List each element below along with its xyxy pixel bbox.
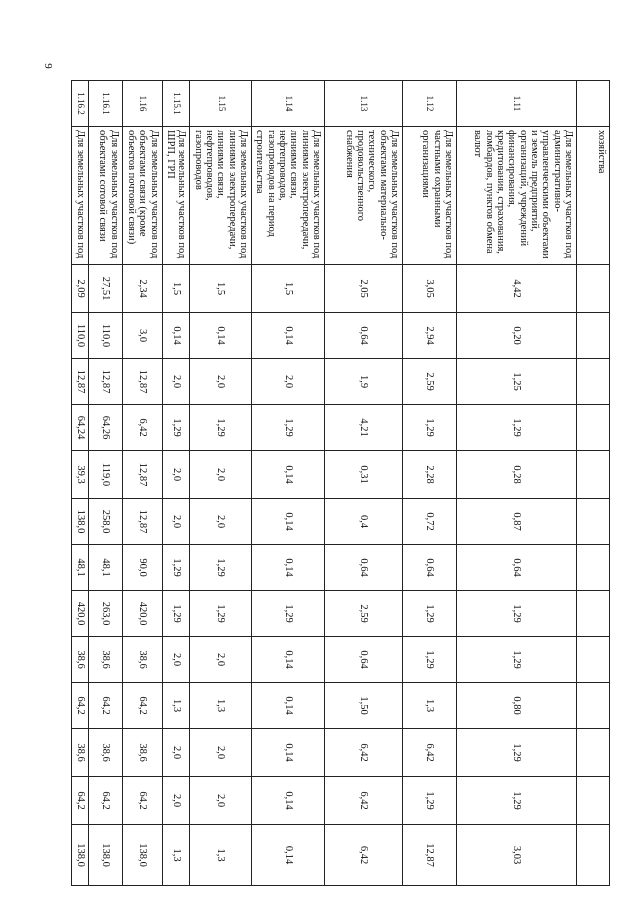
row-value-cell: 2,0 [190,499,252,545]
row-value-cell: 263,0 [88,591,122,637]
table-row [325,81,403,886]
row-value-cell: 0,14 [252,545,325,591]
row-value-cell: 64,2 [72,683,88,729]
row-value-cell: 64,24 [72,405,88,451]
row-value-cell: 2,0 [162,637,190,683]
row-value-cell: 64,2 [88,683,122,729]
row-label-cell: Для земельных участков под линиями электропередачи, линиями связи, нефтепроводов, газопроводов [190,127,252,265]
row-value-cell: 38,6 [72,729,88,777]
row-value-cell: 1,29 [457,591,577,637]
row-value-cell: 0,64 [325,545,403,591]
row-value-cell: 0,14 [252,499,325,545]
row-value-cell: 64,2 [122,683,162,729]
row-value-cell: 258,0 [88,499,122,545]
row-value-cell: 2,0 [162,359,190,405]
page-number: 9 [42,63,54,69]
row-code-cell: 1.16.2 [72,81,88,127]
row-value-cell: 4,21 [325,405,403,451]
row-value-cell: 1,5 [162,265,190,313]
row-value-cell: 0,14 [252,451,325,499]
row-value-cell: 110,0 [72,313,88,359]
row-value-cell: 6,42 [325,825,403,886]
row-value-cell: 3,03 [457,825,577,886]
row-value-cell: 1,50 [325,683,403,729]
row-value-cell: 2,09 [72,265,88,313]
row-value-cell: 0,20 [457,313,577,359]
row-value-cell: 420,0 [122,591,162,637]
row-value-cell: 0,14 [252,637,325,683]
row-value-cell: 1,5 [190,265,252,313]
row-value-cell: 2,34 [122,265,162,313]
table-row [457,81,577,886]
row-label-cell: Для земельных участков под ШРП, ГРП [162,127,190,265]
row-value-cell: 0,64 [325,637,403,683]
row-value-cell: 138,0 [122,825,162,886]
row-value-cell: 138,0 [72,499,88,545]
row-value-cell: 6,42 [325,777,403,825]
row-value-cell: 2,0 [162,451,190,499]
row-value-cell: 2,0 [162,777,190,825]
row-value-cell: 38,6 [122,729,162,777]
row-value-cell: 48,1 [72,545,88,591]
row-value-cell: 1,29 [190,591,252,637]
row-code-cell: 1.12 [403,81,457,127]
row-code-cell: 1.16.1 [88,81,122,127]
table-row [162,81,190,886]
row-code-cell: 1.15.1 [162,81,190,127]
row-value-cell: 0,64 [325,313,403,359]
row-label-cell: Для земельных участков под административно-управленческими объектами и земель предприятий, организаций, учреждений финансирования, кредитования, страхования, ломбардов, пунктов обмена валют [457,127,577,265]
row-value-cell: 38,6 [88,729,122,777]
row-value-cell: 420,0 [72,591,88,637]
table-header-row [577,81,610,886]
table-body [72,81,577,886]
row-value-cell: 1,29 [457,405,577,451]
row-value-cell: 3,05 [403,265,457,313]
row-value-cell: 2,05 [325,265,403,313]
row-value-cell: 2,0 [252,359,325,405]
row-value-cell: 6,42 [122,405,162,451]
row-value-cell: 1,29 [403,637,457,683]
row-value-cell: 0,31 [325,451,403,499]
row-value-cell: 138,0 [88,825,122,886]
row-value-cell: 12,87 [122,359,162,405]
row-code-cell: 1.13 [325,81,403,127]
row-value-cell: 0,14 [252,683,325,729]
table-row [403,81,457,886]
row-value-cell: 2,0 [190,451,252,499]
row-value-cell: 2,0 [190,729,252,777]
row-value-cell: 3,0 [122,313,162,359]
row-value-cell: 1,29 [190,405,252,451]
row-value-cell: 0,14 [190,313,252,359]
row-value-cell: 38,6 [122,637,162,683]
row-value-cell: 1,29 [190,545,252,591]
rates-table [71,80,610,886]
row-value-cell: 1,3 [190,825,252,886]
row-value-cell: 0,72 [403,499,457,545]
row-value-cell: 2,0 [190,777,252,825]
row-value-cell: 1,29 [403,405,457,451]
row-value-cell: 12,87 [122,451,162,499]
row-value-cell: 1,3 [162,825,190,886]
row-value-cell: 12,87 [88,359,122,405]
row-value-cell: 2,0 [190,637,252,683]
header-label-cell: хозяйства [577,127,610,265]
row-code-cell: 1.11 [457,81,577,127]
row-value-cell: 1,29 [162,405,190,451]
row-value-cell: 1,29 [403,591,457,637]
row-value-cell: 1,29 [403,777,457,825]
table-viewport [74,80,610,885]
row-value-cell: 1,9 [325,359,403,405]
row-value-cell: 0,14 [162,313,190,359]
row-value-cell: 90,0 [122,545,162,591]
table-row [190,81,252,886]
row-label-cell: Для земельных участков под частными охранными организациями [403,127,457,265]
row-value-cell: 1,29 [252,591,325,637]
row-value-cell: 1,29 [457,777,577,825]
row-value-cell: 39,3 [72,451,88,499]
row-value-cell: 64,2 [72,777,88,825]
row-value-cell: 1,25 [457,359,577,405]
row-value-cell: 2,0 [162,499,190,545]
row-value-cell: 1,29 [457,729,577,777]
row-value-cell: 0,64 [457,545,577,591]
row-value-cell: 2,59 [325,591,403,637]
row-value-cell: 64,2 [122,777,162,825]
row-value-cell: 0,14 [252,313,325,359]
row-value-cell: 110,0 [88,313,122,359]
row-value-cell: 0,64 [403,545,457,591]
row-value-cell: 2,0 [162,729,190,777]
row-value-cell: 1,29 [162,545,190,591]
row-code-cell: 1.16 [122,81,162,127]
row-value-cell: 2,0 [190,359,252,405]
row-value-cell: 2,94 [403,313,457,359]
row-value-cell: 0,4 [325,499,403,545]
row-value-cell: 119,0 [88,451,122,499]
row-value-cell: 48,1 [88,545,122,591]
table-row [252,81,325,886]
row-value-cell: 4,42 [457,265,577,313]
row-value-cell: 2,28 [403,451,457,499]
row-value-cell: 12,87 [403,825,457,886]
row-value-cell: 12,87 [72,359,88,405]
row-value-cell: 1,5 [252,265,325,313]
row-value-cell: 38,6 [88,637,122,683]
row-label-cell: Для земельных участков под [72,127,88,265]
row-value-cell: 0,14 [252,825,325,886]
row-value-cell: 38,6 [72,637,88,683]
row-value-cell: 1,3 [403,683,457,729]
row-value-cell: 0,14 [252,729,325,777]
header-code-cell [577,81,610,127]
rotated-table-container [74,80,610,885]
row-value-cell: 2,59 [403,359,457,405]
row-value-cell: 1,29 [162,591,190,637]
row-value-cell: 27,51 [88,265,122,313]
row-value-cell: 1,3 [190,683,252,729]
row-value-cell: 1,3 [162,683,190,729]
row-code-cell: 1.14 [252,81,325,127]
row-value-cell: 64,26 [88,405,122,451]
row-value-cell: 138,0 [72,825,88,886]
row-value-cell: 6,42 [325,729,403,777]
row-value-cell: 6,42 [403,729,457,777]
table-row [72,81,88,886]
row-value-cell: 64,2 [88,777,122,825]
row-value-cell: 0,14 [252,777,325,825]
row-value-cell: 12,87 [122,499,162,545]
row-label-cell: Для земельных участков под объектами связи (кроме объектов почтовой связи) [122,127,162,265]
row-value-cell: 0,80 [457,683,577,729]
row-label-cell: Для земельных участков под линиями электропередачи, линиями связи, нефтепроводов, газопроводов на период строительства [252,127,325,265]
row-code-cell: 1.15 [190,81,252,127]
table-row [122,81,162,886]
row-value-cell: 1,29 [252,405,325,451]
table-row [88,81,122,886]
row-label-cell: Для земельных участков под объектами сотовой связи [88,127,122,265]
row-label-cell: Для земельных участков под объектами материально-технического, продовольственного снабжения [325,127,403,265]
row-value-cell: 0,28 [457,451,577,499]
row-value-cell: 1,29 [457,637,577,683]
row-value-cell: 0,87 [457,499,577,545]
